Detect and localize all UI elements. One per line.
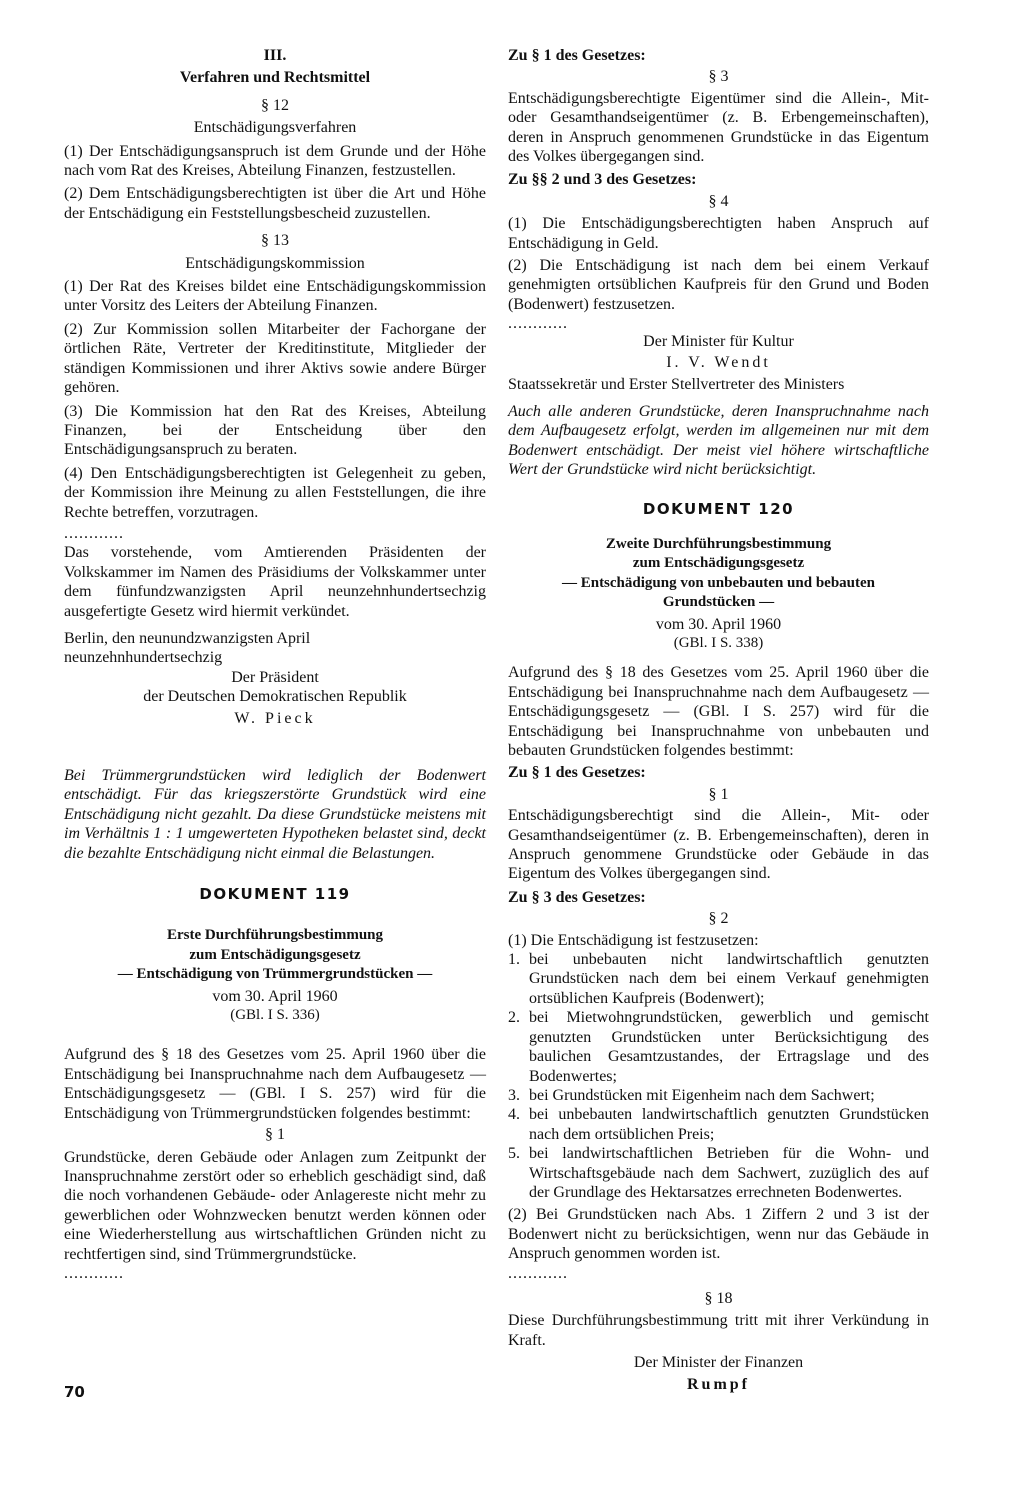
signatory-minister-name: I. V. Wendt xyxy=(666,354,771,372)
list-item xyxy=(508,1086,929,1105)
list-item-text: bei unbebauten landwirtschaftlich genutzten Grundstücken nach dem ortsüblichen Preis; xyxy=(529,1106,929,1143)
editorial-commentary-right: Auch alle anderen Grundstücke, deren Inanspruchnahme nach dem Aufbaugesetz erfolgt, werden im allgemeinen nur mit dem Bodenwert entschädigt. Der meist viel höhere wirtschaftliche Wert der Grundstücke wird nicht berücksichtigt. xyxy=(508,402,929,479)
list-item xyxy=(508,950,929,1008)
list-item-number: 4. xyxy=(508,1106,520,1124)
paragraph-4-heading: § 4 xyxy=(708,192,729,210)
list-item-number: 1. xyxy=(508,951,520,969)
section-roman: III. xyxy=(263,47,287,64)
paragraph-12-title: Entschädigungsverfahren xyxy=(193,119,357,137)
place-date-line-1: Berlin, den neunundzwanzigsten April xyxy=(64,629,311,647)
document-119-title-line-1: Erste Durchführungsbestimmung xyxy=(167,927,383,944)
document-120-zu-section-1: Zu § 1 des Gesetzes: xyxy=(508,764,646,782)
paragraph-3-text: Entschädigungsberechtigte Eigentümer sind die Allein-, Mit- oder Gesamthandseigentümer (z. B. Erbengemeinschaften), deren in Anspruch genommenen Grundstücke in das Eigentum des Volkes übergegangen sind. xyxy=(508,89,929,166)
ellipsis-dots: ............ xyxy=(64,524,124,542)
document-119-ellipsis-dots: ............ xyxy=(64,1264,124,1282)
paragraph-3-heading: § 3 xyxy=(708,68,729,86)
paragraph-4-clause-2: (2) Die Entschädigung ist nach dem bei einem Verkauf genehmigten ortsüblichen Kaufpreis für den Grund und Boden (Bodenwert) festzusetzen. xyxy=(508,257,929,313)
paragraph-13-clause-2: (2) Zur Kommission sollen Mitarbeiter der Fachorgane der örtlichen Räte, Vertreter der Kreditinstitute, Mitglieder der ständigen Kommissionen und ihrer Aktivs sowie andere Bürger gehören. xyxy=(64,320,486,397)
paragraph-13-title: Entschädigungskommission xyxy=(185,254,365,272)
promulgation-text: Das vorstehende, vom Amtierenden Präsidenten der Volkskammer im Namen des Präsidiums der Volkskammer unter dem fünfundzwanzigsten April neunzehnhundertsechzig ausgefertigte Gesetz wird hiermit verkündet. xyxy=(64,544,486,620)
document-120-reference: (GBl. I S. 338) xyxy=(673,634,764,651)
place-date-line-2: neunzehnhundertsechzig xyxy=(64,649,223,667)
document-120-paragraph-18-heading: § 18 xyxy=(704,1289,733,1307)
document-120-enumerated-list xyxy=(508,950,929,1202)
paragraph-13-clause-4: (4) Den Entschädigungsberechtigten ist Gelegenheit zu geben, der Kommission ihre Meinung zu allen Feststellungen, die ihre Rechte betreffen, vorzutragen. xyxy=(64,464,486,521)
signatory-minister-role: Staatssekretär und Erster Stellvertreter des Ministers xyxy=(508,375,845,393)
editorial-commentary: Bei Trümmergrundstücken wird lediglich der Bodenwert entschädigt. Für das kriegszerstörte Grundstück wird eine Entschädigung nicht gezahlt. Da diese Grundstücke meistens mit im Verhältnis 1 : 1 umgewerteten Hypotheken belastet sind, deckt die bezahlte Entschädigung nicht einmal die Belastungen. xyxy=(64,767,486,862)
document-120-paragraph-2-lead: (1) Die Entschädigung ist festzusetzen: xyxy=(508,931,759,949)
document-119-title-line-2: zum Entschädigungsgesetz xyxy=(189,946,361,963)
document-119-intro: Aufgrund des § 18 des Gesetzes vom 25. April 1960 über die Entschädigung bei Inanspruchnahme nach dem Aufbaugesetz — Entschädigungsgesetz — (GBl. I S. 257) wird für die Entschädigung von Trümmergrundstücken folgendes bestimmt: xyxy=(64,1046,486,1122)
list-item-text: bei landwirtschaftlichen Betrieben für die Wohn- und Wirtschaftsgebäude nach dem Sachwert, zuzüglich des auf der Grundlage des Hektarsatzes errechneten Bodenwertes. xyxy=(529,1145,929,1201)
document-119-paragraph-1-heading: § 1 xyxy=(265,1126,285,1144)
paragraph-12-clause-2: (2) Dem Entschädigungsberechtigten ist über die Art und Höhe der Entschädigung ein Feststellungsbescheid zuzustellen. xyxy=(64,185,486,222)
list-item-text: bei unbebauten nicht landwirtschaftlich genutzten Grundstücken nach dem bei einem Verkauf genehmigten ortsüblichen Kaufpreis (Bodenwert); xyxy=(529,951,929,1007)
list-item xyxy=(508,1105,929,1144)
document-120-paragraph-2-clause-2: (2) Bei Grundstücken nach Abs. 1 Ziffern 2 und 3 ist der Bodenwert nicht zu berücksichtigen, wenn nur das Gebäude in Anspruch genommen worden ist. xyxy=(508,1206,929,1263)
document-119-reference: (GBl. I S. 336) xyxy=(230,1007,320,1024)
document-119-paragraph-1-text: Grundstücke, deren Gebäude oder Anlagen zum Zeitpunkt der Inanspruchnahme zerstört oder so erheblich geschädigt sind, daß die noch vorhandenen Gebäude- oder Anlagereste nicht mehr zu gewerblichen oder Wohnzwecken benutzt werden können oder eine Wiederherstellung aus wirtschaftlichen Gründen nicht zu rechtfertigen sind, sind Trümmergrundstücke. xyxy=(64,1148,486,1263)
list-item-number: 2. xyxy=(508,1009,520,1027)
document-120-date: vom 30. April 1960 xyxy=(655,615,782,633)
document-120-intro: Aufgrund des § 18 des Gesetzes vom 25. April 1960 über die Entschädigung bei Inanspruchnahme nach dem Aufbaugesetz — Entschädigungsgesetz — (GBl. I S. 257) wird für die Entschädigung bei Inanspruchnahme von unbebauten und bebauten Grundstücken folgendes bestimmt: xyxy=(508,664,929,759)
document-120-title-line-4: Grundstücken — xyxy=(662,594,775,611)
list-item-number: 3. xyxy=(508,1086,520,1104)
document-120-label: DOKUMENT 120 xyxy=(642,499,795,518)
document-120-paragraph-1-text: Entschädigungsberechtigt sind die Allein-, Mit- oder Gesamthandseigentümer (z. B. Erbengemeinschaften), deren in Anspruch genommene Grundstücke oder Gebäude in das Eigentum des Volkes übergegangen sind. xyxy=(508,807,929,883)
signatory-title-1: Der Präsident xyxy=(231,668,319,686)
document-119-title-line-3: — Entschädigung von Trümmergrundstücken — xyxy=(117,966,433,983)
signatory-name: W. Pieck xyxy=(234,709,316,727)
document-120-paragraph-18-text: Diese Durchführungsbestimmung tritt mit ihrer Verkündung in Kraft. xyxy=(508,1312,929,1349)
zu-sections-2-3-heading: Zu §§ 2 und 3 des Gesetzes: xyxy=(508,171,697,189)
document-120-paragraph-2-heading: § 2 xyxy=(708,910,729,928)
document-120-title-line-2: zum Entschädigungsgesetz xyxy=(632,555,805,572)
document-120-paragraph-1-heading: § 1 xyxy=(708,785,729,803)
right-column xyxy=(508,40,929,1394)
document-120-title-line-1: Zweite Durchführungsbestimmung xyxy=(605,535,832,552)
document-120-title-line-3: — Entschädigung von unbebauten und bebauten xyxy=(561,574,876,591)
paragraph-13-clause-3: (3) Die Kommission hat den Rat des Kreises, Abteilung Finanzen, bei der Entscheidung über den Entschädigungsanspruch zu beraten. xyxy=(64,402,486,459)
list-item xyxy=(508,1144,929,1202)
list-item-text: bei Grundstücken mit Eigenheim nach dem Sachwert; xyxy=(529,1086,875,1104)
list-item-text: bei Mietwohngrundstücken, gewerblich und gemischt genutzten Grundstücken unter Berücksichtigung des baulichen Gesamtzustandes, der Ertragslage und des Bodenwertes; xyxy=(529,1009,929,1085)
ellipsis-dots-right: ............ xyxy=(508,315,568,333)
section-title: Verfahren und Rechtsmittel xyxy=(179,69,371,87)
signatory-title-2: der Deutschen Demokratischen Republik xyxy=(143,688,407,706)
list-item-number: 5. xyxy=(508,1145,520,1163)
paragraph-12-clause-1: (1) Der Entschädigungsanspruch ist dem Grunde und der Höhe nach vom Rat des Kreises, Abteilung Finanzen, festzustellen. xyxy=(64,142,486,180)
page-number: 70 xyxy=(64,1383,85,1401)
document-119-label: DOKUMENT 119 xyxy=(199,885,351,904)
left-column xyxy=(64,40,486,1283)
document-120-signatory-name: Rumpf xyxy=(686,1375,750,1393)
document-120-signatory-title: Der Minister der Finanzen xyxy=(633,1354,804,1372)
paragraph-4-clause-1: (1) Die Entschädigungsberechtigten haben Anspruch auf Entschädigung in Geld. xyxy=(508,215,929,252)
zu-section-1-heading: Zu § 1 des Gesetzes: xyxy=(508,47,646,64)
document-120-ellipsis-dots: ............ xyxy=(508,1264,568,1282)
paragraph-12-heading: § 12 xyxy=(261,96,289,114)
list-item xyxy=(508,1008,929,1086)
paragraph-13-heading: § 13 xyxy=(261,232,289,250)
paragraph-13-clause-1: (1) Der Rat des Kreises bildet eine Entschädigungskommission unter Vorsitz des Leiters der Abteilung Finanzen. xyxy=(64,278,486,315)
signatory-minister-title: Der Minister für Kultur xyxy=(643,332,794,350)
document-120-zu-section-3: Zu § 3 des Gesetzes: xyxy=(508,888,646,906)
document-119-date: vom 30. April 1960 xyxy=(212,987,338,1005)
